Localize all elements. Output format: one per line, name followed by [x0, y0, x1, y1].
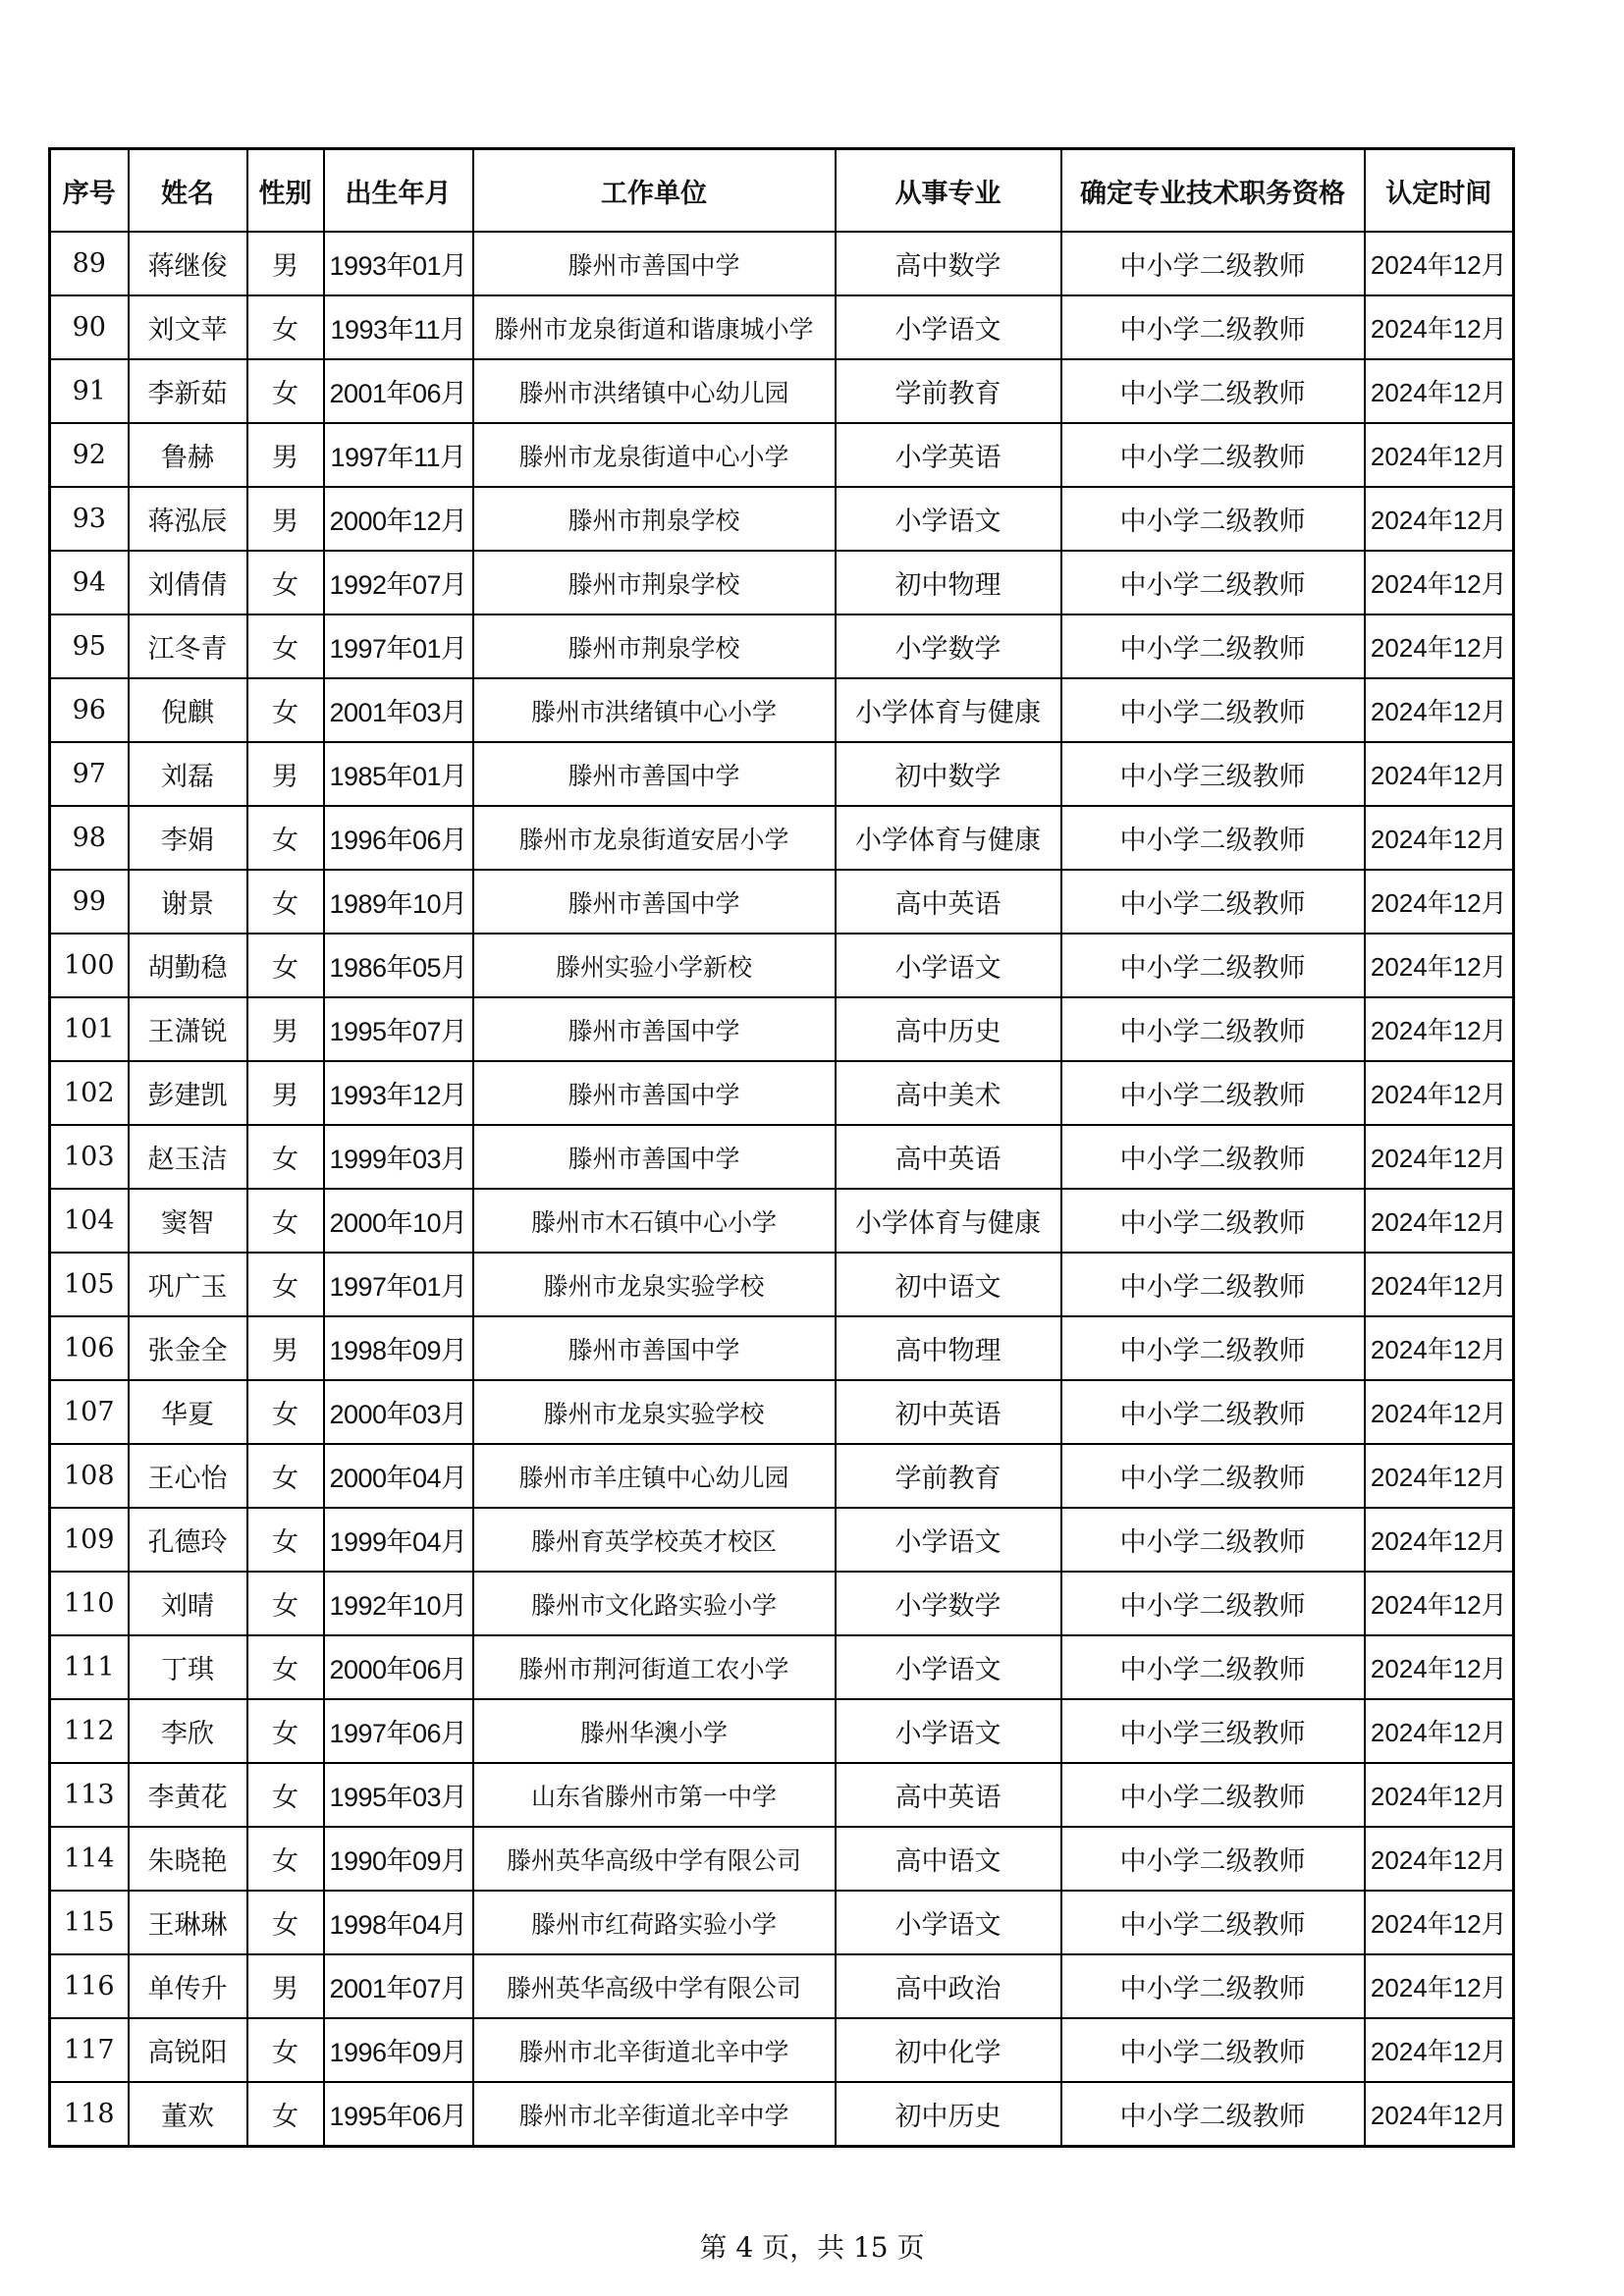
- cell-unit: 滕州市荆泉学校: [473, 614, 836, 678]
- cell-major: 小学语文: [836, 487, 1061, 551]
- table-row: [50, 1189, 1514, 1253]
- cell-name: 孔德玲: [129, 1508, 247, 1572]
- cell-birth: 1992年10月: [324, 1572, 473, 1635]
- cell-index: 100: [50, 934, 129, 997]
- cell-unit: 滕州市洪绪镇中心幼儿园: [473, 359, 836, 423]
- cell-birth: 1997年11月: [324, 423, 473, 487]
- cell-birth: 1989年10月: [324, 870, 473, 934]
- table-row: [50, 1125, 1514, 1189]
- cell-index: 106: [50, 1316, 129, 1380]
- table-row: [50, 1891, 1514, 1954]
- cell-gender: 女: [247, 295, 324, 359]
- cell-name: 刘晴: [129, 1572, 247, 1635]
- cell-unit: 滕州英华高级中学有限公司: [473, 1954, 836, 2018]
- table-row: [50, 614, 1514, 678]
- cell-qualification: 中小学二级教师: [1061, 1444, 1365, 1508]
- cell-birth: 2000年10月: [324, 1189, 473, 1253]
- header-unit: 工作单位: [473, 149, 836, 233]
- cell-major: 小学数学: [836, 1572, 1061, 1635]
- table-row: [50, 678, 1514, 742]
- cell-birth: 1997年06月: [324, 1699, 473, 1763]
- cell-unit: 滕州市善国中学: [473, 1125, 836, 1189]
- cell-qualification: 中小学二级教师: [1061, 934, 1365, 997]
- header-row: [50, 149, 1514, 233]
- table-row: [50, 1316, 1514, 1380]
- cell-qualification: 中小学二级教师: [1061, 2018, 1365, 2082]
- cell-gender: 女: [247, 806, 324, 870]
- cell-birth: 1992年07月: [324, 551, 473, 614]
- cell-birth: 2000年06月: [324, 1635, 473, 1699]
- cell-unit: 滕州实验小学新校: [473, 934, 836, 997]
- cell-unit: 滕州市龙泉实验学校: [473, 1380, 836, 1444]
- cell-index: 117: [50, 2018, 129, 2082]
- cell-birth: 2001年03月: [324, 678, 473, 742]
- cell-qualification: 中小学二级教师: [1061, 1508, 1365, 1572]
- cell-index: 99: [50, 870, 129, 934]
- cell-index: 91: [50, 359, 129, 423]
- cell-name: 江冬青: [129, 614, 247, 678]
- cell-major: 初中语文: [836, 1253, 1061, 1316]
- cell-major: 小学体育与健康: [836, 1189, 1061, 1253]
- cell-gender: 女: [247, 551, 324, 614]
- cell-date: 2024年12月: [1365, 1189, 1514, 1253]
- cell-birth: 2000年12月: [324, 487, 473, 551]
- cell-major: 初中历史: [836, 2082, 1061, 2147]
- cell-unit: 滕州市善国中学: [473, 1061, 836, 1125]
- cell-index: 97: [50, 742, 129, 806]
- table-row: [50, 487, 1514, 551]
- cell-name: 王心怡: [129, 1444, 247, 1508]
- table-row: [50, 551, 1514, 614]
- cell-index: 104: [50, 1189, 129, 1253]
- cell-date: 2024年12月: [1365, 1827, 1514, 1891]
- cell-index: 118: [50, 2082, 129, 2147]
- cell-index: 110: [50, 1572, 129, 1635]
- cell-index: 90: [50, 295, 129, 359]
- cell-unit: 滕州市善国中学: [473, 997, 836, 1061]
- cell-birth: 1997年01月: [324, 1253, 473, 1316]
- cell-qualification: 中小学二级教师: [1061, 678, 1365, 742]
- cell-date: 2024年12月: [1365, 359, 1514, 423]
- table-row: [50, 1699, 1514, 1763]
- cell-qualification: 中小学二级教师: [1061, 1253, 1365, 1316]
- cell-index: 115: [50, 1891, 129, 1954]
- cell-name: 高锐阳: [129, 2018, 247, 2082]
- cell-birth: 1999年03月: [324, 1125, 473, 1189]
- cell-index: 112: [50, 1699, 129, 1763]
- cell-major: 小学语文: [836, 1699, 1061, 1763]
- cell-qualification: 中小学二级教师: [1061, 2082, 1365, 2147]
- cell-date: 2024年12月: [1365, 2082, 1514, 2147]
- cell-index: 101: [50, 997, 129, 1061]
- cell-birth: 1995年06月: [324, 2082, 473, 2147]
- cell-gender: 男: [247, 232, 324, 295]
- cell-major: 小学数学: [836, 614, 1061, 678]
- cell-unit: 滕州市善国中学: [473, 232, 836, 295]
- cell-index: 107: [50, 1380, 129, 1444]
- cell-date: 2024年12月: [1365, 295, 1514, 359]
- cell-major: 小学语文: [836, 1635, 1061, 1699]
- cell-name: 刘文苹: [129, 295, 247, 359]
- cell-major: 高中英语: [836, 1125, 1061, 1189]
- cell-gender: 女: [247, 1253, 324, 1316]
- cell-name: 单传升: [129, 1954, 247, 2018]
- cell-index: 92: [50, 423, 129, 487]
- cell-major: 小学体育与健康: [836, 806, 1061, 870]
- cell-major: 高中美术: [836, 1061, 1061, 1125]
- header-major: 从事专业: [836, 149, 1061, 233]
- cell-gender: 男: [247, 1316, 324, 1380]
- cell-birth: 2001年07月: [324, 1954, 473, 2018]
- cell-qualification: 中小学二级教师: [1061, 487, 1365, 551]
- cell-unit: 滕州市文化路实验小学: [473, 1572, 836, 1635]
- cell-qualification: 中小学三级教师: [1061, 1699, 1365, 1763]
- cell-index: 93: [50, 487, 129, 551]
- cell-birth: 1996年09月: [324, 2018, 473, 2082]
- cell-name: 赵玉洁: [129, 1125, 247, 1189]
- cell-name: 董欢: [129, 2082, 247, 2147]
- header-qualification: 确定专业技术职务资格: [1061, 149, 1365, 233]
- cell-gender: 女: [247, 2082, 324, 2147]
- cell-date: 2024年12月: [1365, 1954, 1514, 2018]
- cell-name: 王琳琳: [129, 1891, 247, 1954]
- cell-birth: 2001年06月: [324, 359, 473, 423]
- cell-birth: 1995年07月: [324, 997, 473, 1061]
- cell-gender: 女: [247, 1572, 324, 1635]
- cell-date: 2024年12月: [1365, 742, 1514, 806]
- cell-major: 初中数学: [836, 742, 1061, 806]
- cell-date: 2024年12月: [1365, 1061, 1514, 1125]
- cell-qualification: 中小学二级教师: [1061, 1125, 1365, 1189]
- table-row: [50, 1827, 1514, 1891]
- cell-index: 114: [50, 1827, 129, 1891]
- roster-body: [50, 232, 1514, 2147]
- cell-birth: 1993年01月: [324, 232, 473, 295]
- cell-qualification: 中小学二级教师: [1061, 1891, 1365, 1954]
- cell-gender: 男: [247, 997, 324, 1061]
- cell-major: 小学语文: [836, 934, 1061, 997]
- cell-name: 张金全: [129, 1316, 247, 1380]
- header-index: 序号: [50, 149, 129, 233]
- cell-gender: 女: [247, 1444, 324, 1508]
- cell-birth: 1996年06月: [324, 806, 473, 870]
- cell-date: 2024年12月: [1365, 1891, 1514, 1954]
- cell-major: 高中历史: [836, 997, 1061, 1061]
- cell-name: 华夏: [129, 1380, 247, 1444]
- cell-date: 2024年12月: [1365, 1316, 1514, 1380]
- cell-unit: 滕州市龙泉街道中心小学: [473, 423, 836, 487]
- cell-qualification: 中小学二级教师: [1061, 1954, 1365, 2018]
- cell-qualification: 中小学二级教师: [1061, 551, 1365, 614]
- cell-birth: 2000年03月: [324, 1380, 473, 1444]
- cell-birth: 1990年09月: [324, 1827, 473, 1891]
- cell-index: 116: [50, 1954, 129, 2018]
- cell-qualification: 中小学二级教师: [1061, 1316, 1365, 1380]
- cell-gender: 女: [247, 1827, 324, 1891]
- cell-name: 鲁赫: [129, 423, 247, 487]
- cell-gender: 女: [247, 678, 324, 742]
- cell-date: 2024年12月: [1365, 1699, 1514, 1763]
- cell-date: 2024年12月: [1365, 1763, 1514, 1827]
- cell-birth: 1998年09月: [324, 1316, 473, 1380]
- cell-gender: 女: [247, 1763, 324, 1827]
- cell-birth: 1985年01月: [324, 742, 473, 806]
- cell-name: 刘倩倩: [129, 551, 247, 614]
- cell-major: 学前教育: [836, 359, 1061, 423]
- cell-qualification: 中小学二级教师: [1061, 614, 1365, 678]
- cell-unit: 滕州市善国中学: [473, 1316, 836, 1380]
- table-row: [50, 2018, 1514, 2082]
- table-row: [50, 934, 1514, 997]
- cell-index: 109: [50, 1508, 129, 1572]
- cell-name: 李娟: [129, 806, 247, 870]
- cell-major: 小学体育与健康: [836, 678, 1061, 742]
- cell-unit: 滕州市洪绪镇中心小学: [473, 678, 836, 742]
- cell-major: 高中英语: [836, 870, 1061, 934]
- cell-name: 李新茹: [129, 359, 247, 423]
- cell-date: 2024年12月: [1365, 1253, 1514, 1316]
- cell-unit: 滕州市北辛街道北辛中学: [473, 2018, 836, 2082]
- cell-qualification: 中小学三级教师: [1061, 742, 1365, 806]
- cell-birth: 1999年04月: [324, 1508, 473, 1572]
- cell-name: 丁琪: [129, 1635, 247, 1699]
- cell-date: 2024年12月: [1365, 614, 1514, 678]
- cell-unit: 滕州市龙泉街道和谐康城小学: [473, 295, 836, 359]
- cell-gender: 女: [247, 359, 324, 423]
- cell-date: 2024年12月: [1365, 1508, 1514, 1572]
- cell-major: 高中英语: [836, 1763, 1061, 1827]
- cell-name: 蒋继俊: [129, 232, 247, 295]
- cell-name: 谢景: [129, 870, 247, 934]
- cell-date: 2024年12月: [1365, 1444, 1514, 1508]
- cell-gender: 男: [247, 1954, 324, 2018]
- cell-gender: 男: [247, 742, 324, 806]
- cell-date: 2024年12月: [1365, 1572, 1514, 1635]
- cell-date: 2024年12月: [1365, 551, 1514, 614]
- cell-unit: 滕州市荆泉学校: [473, 487, 836, 551]
- header-date: 认定时间: [1365, 149, 1514, 233]
- cell-date: 2024年12月: [1365, 997, 1514, 1061]
- cell-qualification: 中小学二级教师: [1061, 1572, 1365, 1635]
- cell-major: 学前教育: [836, 1444, 1061, 1508]
- cell-birth: 1997年01月: [324, 614, 473, 678]
- cell-unit: 山东省滕州市第一中学: [473, 1763, 836, 1827]
- cell-date: 2024年12月: [1365, 870, 1514, 934]
- table-row: [50, 1444, 1514, 1508]
- table-row: [50, 232, 1514, 295]
- cell-qualification: 中小学二级教师: [1061, 1380, 1365, 1444]
- cell-unit: 滕州市荆泉学校: [473, 551, 836, 614]
- cell-unit: 滕州市善国中学: [473, 742, 836, 806]
- cell-date: 2024年12月: [1365, 2018, 1514, 2082]
- cell-gender: 女: [247, 934, 324, 997]
- roster-table: [48, 147, 1515, 2148]
- table-row: [50, 997, 1514, 1061]
- cell-qualification: 中小学二级教师: [1061, 1189, 1365, 1253]
- header-name: 姓名: [129, 149, 247, 233]
- page-footer: 第 4 页，共 15 页: [699, 2231, 925, 2264]
- cell-qualification: 中小学二级教师: [1061, 232, 1365, 295]
- cell-index: 94: [50, 551, 129, 614]
- cell-gender: 男: [247, 1061, 324, 1125]
- cell-date: 2024年12月: [1365, 806, 1514, 870]
- cell-date: 2024年12月: [1365, 1635, 1514, 1699]
- cell-birth: 1986年05月: [324, 934, 473, 997]
- cell-gender: 女: [247, 1380, 324, 1444]
- cell-gender: 女: [247, 1891, 324, 1954]
- cell-qualification: 中小学二级教师: [1061, 806, 1365, 870]
- cell-unit: 滕州市北辛街道北辛中学: [473, 2082, 836, 2147]
- cell-name: 倪麒: [129, 678, 247, 742]
- cell-qualification: 中小学二级教师: [1061, 1635, 1365, 1699]
- cell-major: 小学语文: [836, 1891, 1061, 1954]
- cell-index: 103: [50, 1125, 129, 1189]
- cell-unit: 滕州英华高级中学有限公司: [473, 1827, 836, 1891]
- header-gender: 性别: [247, 149, 324, 233]
- table-row: [50, 1061, 1514, 1125]
- cell-gender: 女: [247, 2018, 324, 2082]
- cell-date: 2024年12月: [1365, 1125, 1514, 1189]
- cell-birth: 1998年04月: [324, 1891, 473, 1954]
- cell-unit: 滕州市红荷路实验小学: [473, 1891, 836, 1954]
- table-row: [50, 2082, 1514, 2147]
- table-row: [50, 295, 1514, 359]
- cell-index: 98: [50, 806, 129, 870]
- table-row: [50, 359, 1514, 423]
- cell-unit: 滕州华澳小学: [473, 1699, 836, 1763]
- cell-index: 89: [50, 232, 129, 295]
- cell-major: 初中物理: [836, 551, 1061, 614]
- cell-qualification: 中小学二级教师: [1061, 359, 1365, 423]
- cell-index: 111: [50, 1635, 129, 1699]
- table-row: [50, 1253, 1514, 1316]
- cell-gender: 女: [247, 1189, 324, 1253]
- cell-major: 初中英语: [836, 1380, 1061, 1444]
- cell-date: 2024年12月: [1365, 232, 1514, 295]
- cell-gender: 女: [247, 614, 324, 678]
- table-row: [50, 1508, 1514, 1572]
- table-row: [50, 870, 1514, 934]
- cell-name: 朱晓艳: [129, 1827, 247, 1891]
- cell-gender: 女: [247, 1508, 324, 1572]
- cell-unit: 滕州市木石镇中心小学: [473, 1189, 836, 1253]
- cell-qualification: 中小学二级教师: [1061, 997, 1365, 1061]
- cell-major: 小学英语: [836, 423, 1061, 487]
- cell-gender: 男: [247, 487, 324, 551]
- cell-birth: 1993年12月: [324, 1061, 473, 1125]
- cell-unit: 滕州育英学校英才校区: [473, 1508, 836, 1572]
- cell-major: 高中数学: [836, 232, 1061, 295]
- cell-index: 96: [50, 678, 129, 742]
- cell-qualification: 中小学二级教师: [1061, 423, 1365, 487]
- cell-index: 105: [50, 1253, 129, 1316]
- cell-index: 113: [50, 1763, 129, 1827]
- table-row: [50, 1380, 1514, 1444]
- cell-gender: 男: [247, 423, 324, 487]
- cell-qualification: 中小学二级教师: [1061, 1827, 1365, 1891]
- table-row: [50, 423, 1514, 487]
- cell-index: 95: [50, 614, 129, 678]
- cell-name: 彭建凯: [129, 1061, 247, 1125]
- cell-name: 李欣: [129, 1699, 247, 1763]
- cell-index: 108: [50, 1444, 129, 1508]
- cell-qualification: 中小学二级教师: [1061, 1763, 1365, 1827]
- cell-qualification: 中小学二级教师: [1061, 1061, 1365, 1125]
- cell-birth: 2000年04月: [324, 1444, 473, 1508]
- cell-name: 胡勤稳: [129, 934, 247, 997]
- cell-date: 2024年12月: [1365, 487, 1514, 551]
- cell-gender: 女: [247, 870, 324, 934]
- table-row: [50, 806, 1514, 870]
- cell-major: 小学语文: [836, 295, 1061, 359]
- cell-name: 巩广玉: [129, 1253, 247, 1316]
- header-birth: 出生年月: [324, 149, 473, 233]
- cell-name: 王潇锐: [129, 997, 247, 1061]
- cell-major: 高中物理: [836, 1316, 1061, 1380]
- cell-birth: 1993年11月: [324, 295, 473, 359]
- cell-gender: 女: [247, 1699, 324, 1763]
- cell-unit: 滕州市善国中学: [473, 870, 836, 934]
- cell-date: 2024年12月: [1365, 934, 1514, 997]
- cell-major: 高中政治: [836, 1954, 1061, 2018]
- table-row: [50, 1572, 1514, 1635]
- table-row: [50, 1954, 1514, 2018]
- cell-birth: 1995年03月: [324, 1763, 473, 1827]
- cell-major: 小学语文: [836, 1508, 1061, 1572]
- cell-gender: 女: [247, 1635, 324, 1699]
- table-row: [50, 1763, 1514, 1827]
- cell-unit: 滕州市龙泉实验学校: [473, 1253, 836, 1316]
- cell-gender: 女: [247, 1125, 324, 1189]
- cell-unit: 滕州市羊庄镇中心幼儿园: [473, 1444, 836, 1508]
- cell-unit: 滕州市龙泉街道安居小学: [473, 806, 836, 870]
- cell-major: 高中语文: [836, 1827, 1061, 1891]
- cell-index: 102: [50, 1061, 129, 1125]
- table-row: [50, 1635, 1514, 1699]
- cell-name: 蒋泓辰: [129, 487, 247, 551]
- cell-name: 窦智: [129, 1189, 247, 1253]
- cell-date: 2024年12月: [1365, 423, 1514, 487]
- cell-name: 刘磊: [129, 742, 247, 806]
- cell-date: 2024年12月: [1365, 1380, 1514, 1444]
- cell-qualification: 中小学二级教师: [1061, 295, 1365, 359]
- cell-name: 李黄花: [129, 1763, 247, 1827]
- cell-date: 2024年12月: [1365, 678, 1514, 742]
- cell-major: 初中化学: [836, 2018, 1061, 2082]
- table-row: [50, 742, 1514, 806]
- cell-unit: 滕州市荆河街道工农小学: [473, 1635, 836, 1699]
- cell-qualification: 中小学二级教师: [1061, 870, 1365, 934]
